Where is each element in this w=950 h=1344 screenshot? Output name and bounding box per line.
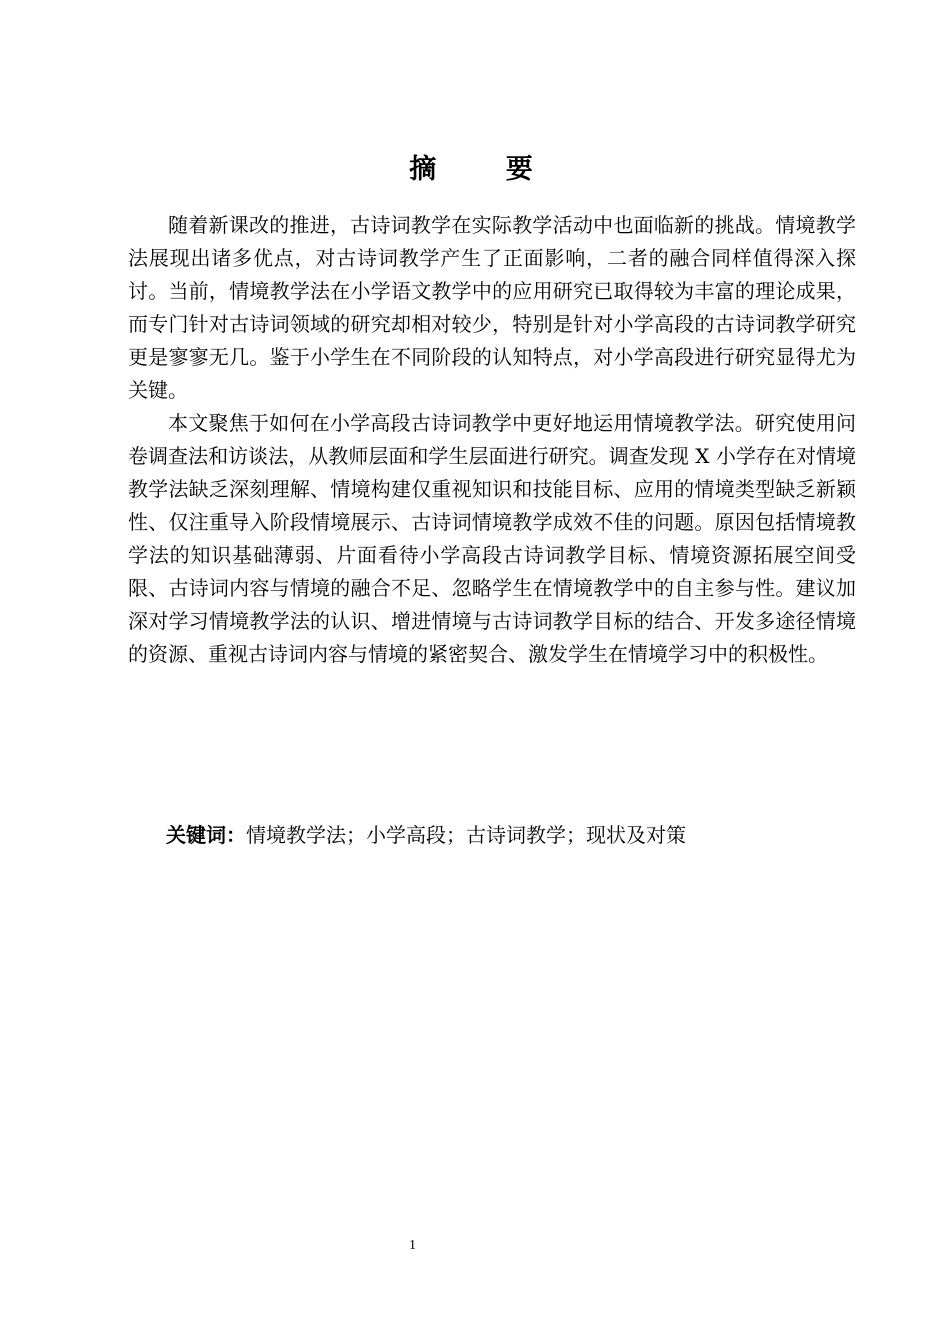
page-number: 1	[409, 1238, 416, 1253]
keywords-label: 关键词：	[166, 823, 246, 847]
abstract-paragraph-2: 本文聚焦于如何在小学高段古诗词教学中更好地运用情境教学法。研究使用问卷调查法和访谈法，从教师层面和学生层面进行研究。调查发现 X 小学存在对情境教学法缺乏深刻理解、情境构建仅重视知识和技能目标、应用的情境类型缺乏新颖性、仅注重导入阶段情境展示、古诗词情境教学成效不佳的问题。原因包括情境教学法的知识基础薄弱、片面看待小学高段古诗词教学目标、情境资源拓展空间受限、古诗词内容与情境的融合不足、忽略学生在情境教学中的自主参与性。建议加深对学习情境教学法的认识、增进情境与古诗词教学目标的结合、开发多途径情境的资源、重视古诗词内容与情境的紧密契合、激发学生在情境学习中的积极性。	[128, 411, 856, 666]
keywords-line	[166, 819, 866, 852]
abstract-title: 摘 要	[409, 154, 563, 185]
keywords-list: 情境教学法；小学高段；古诗词教学；现状及对策	[246, 823, 686, 847]
abstract-paragraph-1: 随着新课改的推进，古诗词教学在实际教学活动中也面临新的挑战。情境教学法展现出诸多优点，对古诗词教学产生了正面影响，二者的融合同样值得深入探讨。当前，情境教学法在小学语文教学中的应用研究已取得较为丰富的理论成果，而专门针对古诗词领域的研究却相对较少，特别是针对小学高段的古诗词教学研究更是寥寥无几。鉴于小学生在不同阶段的认知特点，对小学高段进行研究显得尤为关键。	[128, 213, 856, 402]
abstract-body	[128, 209, 856, 671]
